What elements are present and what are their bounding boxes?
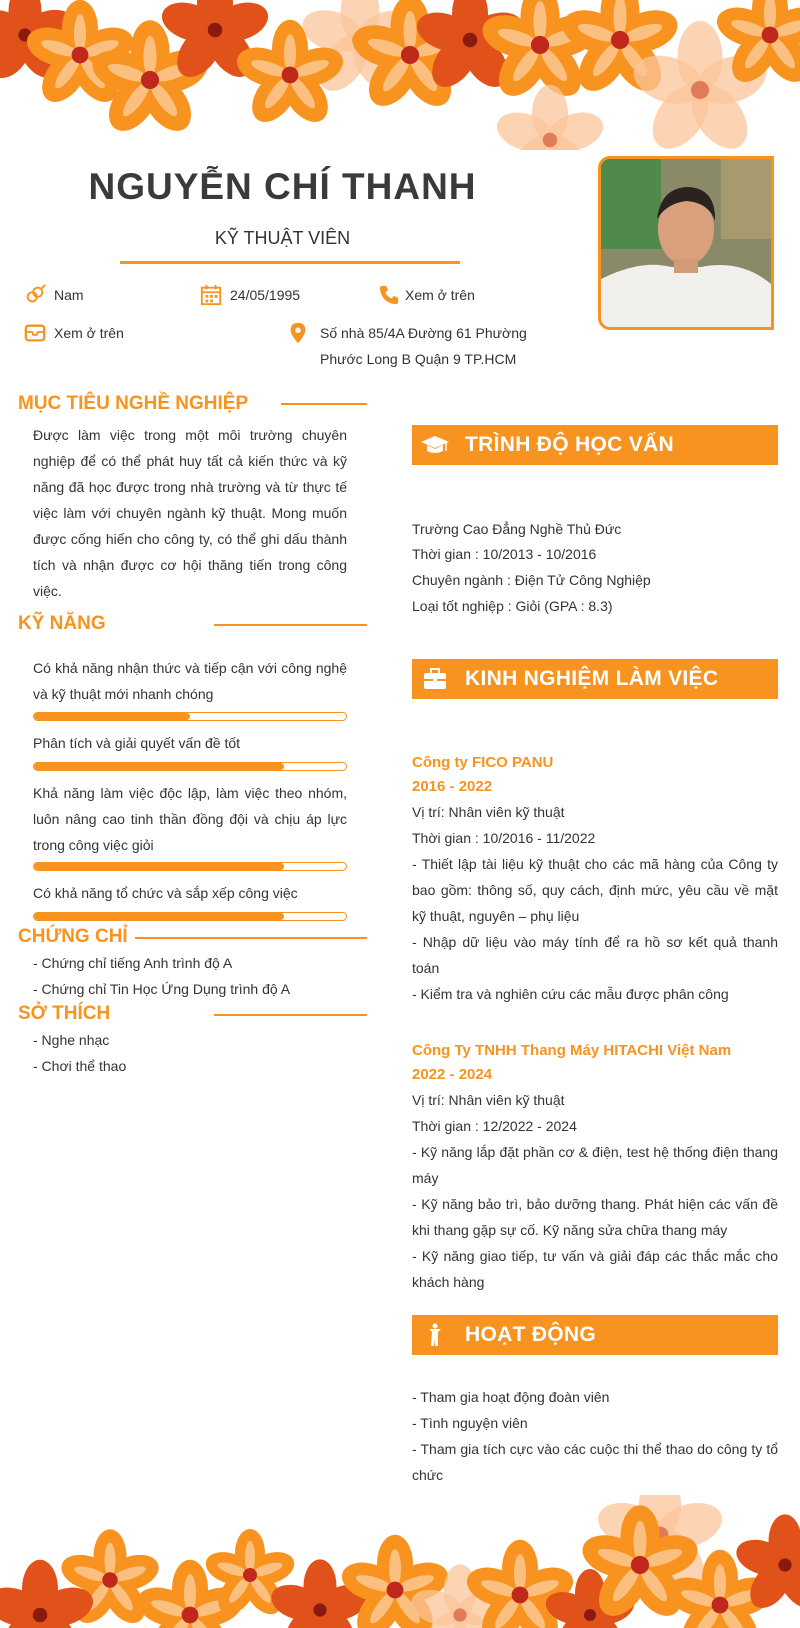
skill-level-bar: [33, 912, 347, 921]
location-icon: [287, 322, 309, 344]
profile-photo: [598, 156, 774, 330]
gender-value: Nam: [54, 287, 84, 303]
phone-info: [378, 282, 538, 308]
skills-title: KỸ NĂNG: [18, 613, 106, 634]
job-duty: - Kỹ năng lắp đặt phần cơ & điện, test hệ thống điện thang máy: [412, 1144, 778, 1186]
skill-label: Có khả năng tổ chức và sắp xếp công việc: [33, 885, 298, 901]
bottom-flower-decoration: [0, 1495, 800, 1628]
phone-icon: [378, 284, 400, 306]
skill-label: Phân tích và giải quyết vấn đề tốt: [33, 735, 241, 751]
top-flower-decoration: [0, 0, 800, 150]
skill-level-bar: [33, 862, 347, 871]
job-duty: - Kỹ năng giao tiếp, tư vấn và giải đáp các thắc mắc cho khách hàng: [412, 1248, 778, 1290]
email-icon: [24, 322, 46, 344]
education-school: Trường Cao Đẳng Nghề Thủ Đức: [412, 521, 622, 537]
briefcase-icon: [420, 667, 450, 691]
job-title: KỸ THUẬT VIÊN: [214, 228, 351, 248]
job-years: 2022 - 2024: [412, 1066, 493, 1083]
email-info: [24, 320, 204, 346]
activities-title: HOẠT ĐỘNG: [465, 1323, 597, 1346]
objective-title: MỤC TIÊU NGHỀ NGHIỆP: [18, 393, 249, 414]
education-header: [412, 425, 778, 465]
candidate-name: NGUYỄN CHÍ THANH: [88, 166, 477, 207]
objective-divider: [281, 403, 367, 405]
company-name: Công ty FICO PANU: [412, 754, 554, 771]
skill-level-fill: [34, 863, 284, 870]
job-duty: - Thiết lập tài liệu kỹ thuật cho các mã hàng của Công ty bao gồm: thông số, quy cách, định mức, yêu cầu về mặt kỹ thuật, nguyên – phụ liệu: [412, 856, 778, 924]
graduation-cap-icon: [420, 433, 450, 457]
birthday-value: 24/05/1995: [230, 287, 301, 303]
job-duty: - Kỹ năng bảo trì, bảo dưỡng thang. Phát hiện các vấn đề khi thang gặp sự cố. Kỹ năng sửa chữa thang máy: [412, 1196, 778, 1238]
gender-info: [24, 282, 184, 308]
activity-item: - Tham gia hoạt động đoàn viên: [412, 1389, 610, 1405]
job-duty: - Kiểm tra và nghiên cứu các mẫu được phân công: [412, 986, 729, 1002]
hobbies-divider: [214, 1014, 367, 1016]
experience-header: [412, 659, 778, 699]
name-divider: [120, 261, 460, 264]
education-major: Chuyên ngành : Điện Tử Công Nghiệp: [412, 572, 651, 588]
address-info: [287, 320, 547, 372]
address-line1: Số nhà 85/4A Đường 61 Phường: [320, 325, 527, 341]
job-position: Vị trí: Nhân viên kỹ thuật: [412, 804, 565, 820]
skill-label: Khả năng làm việc độc lập, làm việc theo nhóm, luôn nâng cao tinh thần đồng đội và chịu áp lực trong công việc giỏi: [33, 785, 347, 853]
objective-text: Được làm việc trong một môi trường chuyên nghiệp để có thể phát huy tất cả kiến thức và kỹ năng đã học được trong nhà trường và từ thực tế việc làm với chuyên ngành kỹ thuật. Mong muốn được cống hiến cho công ty, có thể ghi dấu thành tích và nhận được cơ hội thăng tiến trong công việc.: [33, 427, 347, 599]
activity-item: - Tham gia tích cực vào các cuộc thi thể thao do công ty tổ chức: [412, 1441, 778, 1483]
skill-label: Có khả năng nhận thức và tiếp cận với công nghệ và kỹ thuật mới nhanh chóng: [33, 660, 347, 702]
certificate-item: - Chứng chỉ Tin Học Ứng Dụng trình độ A: [33, 981, 291, 997]
address-line2: Phước Long B Quận 9 TP.HCM: [320, 351, 517, 367]
experience-title: KINH NGHIỆM LÀM VIỆC: [465, 667, 719, 690]
education-title: TRÌNH ĐỘ HỌC VẤN: [465, 433, 674, 456]
certificates-title: CHỨNG CHỈ: [18, 926, 128, 947]
activities-header: [412, 1315, 778, 1355]
skill-level-fill: [34, 763, 284, 770]
activity-item: - Tình nguyện viên: [412, 1415, 528, 1431]
education-grade: Loại tốt nghiệp : Giỏi (GPA : 8.3): [412, 598, 613, 614]
skill-level-fill: [34, 913, 284, 920]
gender-icon: [24, 284, 46, 306]
skills-divider: [214, 624, 367, 626]
job-time: Thời gian : 10/2016 - 11/2022: [412, 830, 596, 846]
birthday-info: [200, 282, 360, 308]
skill-level-fill: [34, 713, 190, 720]
education-time: Thời gian : 10/2013 - 10/2016: [412, 546, 597, 562]
certificate-item: - Chứng chỉ tiếng Anh trình độ A: [33, 955, 233, 971]
job-time: Thời gian : 12/2022 - 2024: [412, 1118, 577, 1134]
skill-level-bar: [33, 712, 347, 721]
hobbies-title: SỞ THÍCH: [18, 1003, 111, 1024]
hobby-item: - Nghe nhạc: [33, 1032, 110, 1048]
email-value: Xem ở trên: [54, 325, 124, 341]
phone-value: Xem ở trên: [405, 287, 475, 303]
calendar-icon: [200, 284, 222, 306]
job-position: Vị trí: Nhân viên kỹ thuật: [412, 1092, 565, 1108]
skill-level-bar: [33, 762, 347, 771]
activity-person-icon: [420, 1323, 450, 1347]
job-duty: - Nhập dữ liệu vào máy tính để ra hồ sơ kết quả thanh toán: [412, 934, 778, 976]
company-name: Công Ty TNHH Thang Máy HITACHI Việt Nam: [412, 1042, 732, 1059]
job-years: 2016 - 2022: [412, 778, 493, 795]
hobby-item: - Chơi thể thao: [33, 1058, 127, 1074]
certificates-divider: [135, 937, 367, 939]
